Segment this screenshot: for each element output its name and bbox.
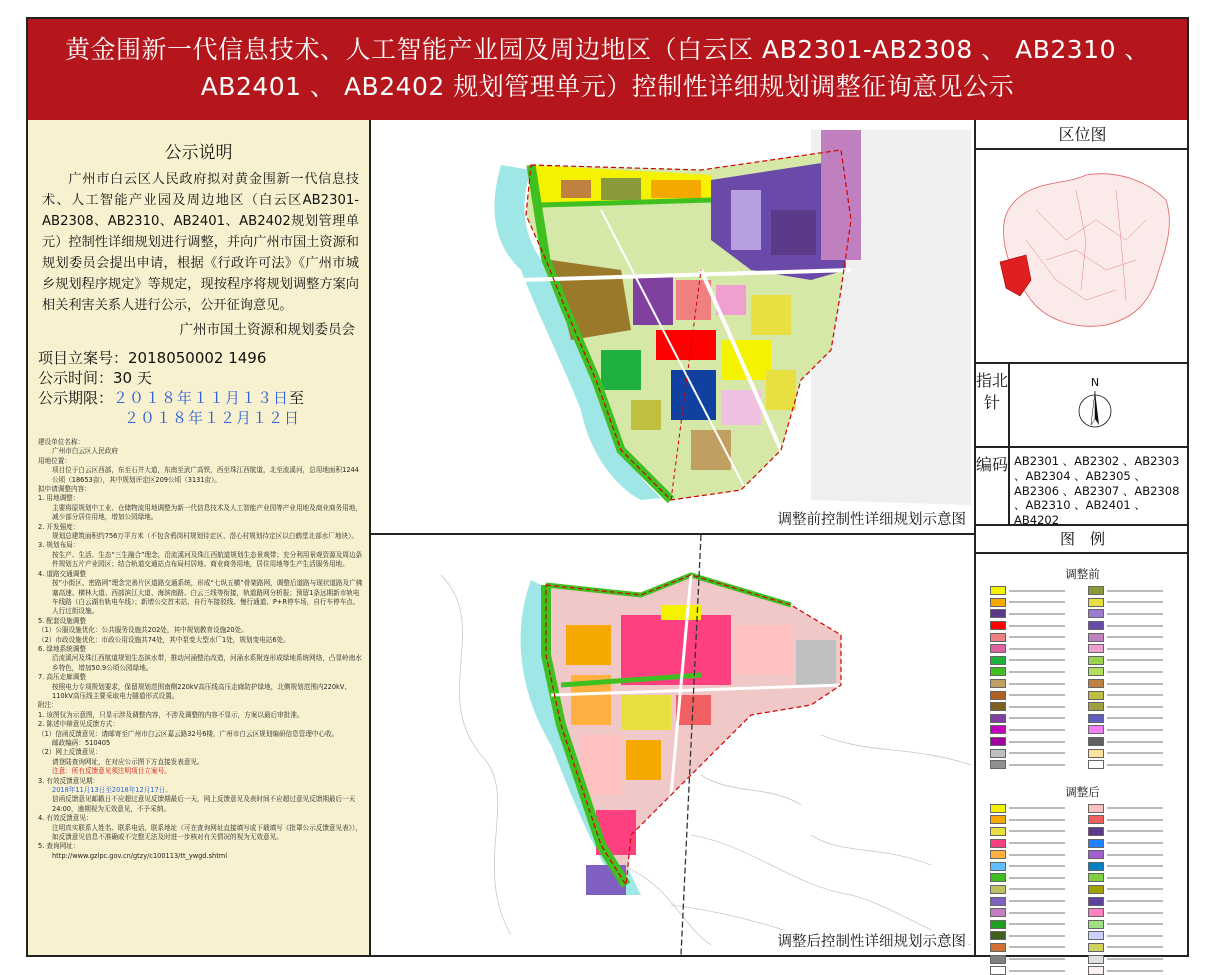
- legend-heading-box: [976, 526, 1189, 554]
- after-legend-item: [1088, 954, 1182, 964]
- before-legend-item: [1088, 586, 1182, 596]
- legend-text-placeholder: [1107, 729, 1163, 731]
- legend-text-placeholder: [1107, 842, 1163, 844]
- after-legend-item: [1088, 919, 1182, 929]
- legend-after-title: 调整后: [976, 784, 1189, 800]
- legend-text-placeholder: [1107, 888, 1163, 890]
- legend-swatch: [1088, 714, 1104, 723]
- legend-swatch: [990, 621, 1006, 630]
- before-legend-item: [1088, 632, 1182, 642]
- legend-text-placeholder: [1009, 706, 1065, 708]
- legend-text-placeholder: [1107, 912, 1163, 914]
- notice-body: 广州市白云区人民政府拟对黄金围新一代信息技术、人工智能产业园及周边地区（白云区AB2301-AB2308、AB2310、AB2401、AB2402规划管理单元）控制性详细规划进行调整，并向广州市国土资源和规划委员会提出申请，根据《行政许可法》《广州市城乡规划程序规定》等规定，现按程序将规划调整方案向相关利害关系人进行公示，公开征询意见。: [28, 163, 369, 316]
- map-after-graphic: [371, 535, 974, 955]
- legend-text-placeholder: [1009, 819, 1065, 821]
- detail-line: 规划总建筑面积约756万平方米（不包含鸦岗村规划待定区、滘心村规划待定区以白鹤堂北部水厂地块）。: [38, 532, 364, 541]
- legend-swatch: [1088, 885, 1104, 894]
- legend-swatch: [1088, 691, 1104, 700]
- legend-after-grid: [976, 800, 1189, 975]
- map-area: [371, 120, 974, 955]
- before-legend-item: [1088, 656, 1182, 666]
- detail-line: （1）公服设施优化：公共服务设施共202处，其中规划教育设施20处。: [38, 626, 364, 635]
- legend-swatch: [990, 760, 1006, 769]
- before-legend-item: [1088, 598, 1182, 608]
- title-line-1: 黄金围新一代信息技术、人工智能产业园及周边地区（白云区 AB2301-AB2308 、 AB2310 、: [28, 31, 1187, 68]
- before-legend-item: [990, 632, 1084, 642]
- detail-line: 2. 陈述申辩意见反馈方式：: [38, 720, 364, 729]
- legend-text-placeholder: [1107, 648, 1163, 650]
- legend-text-placeholder: [1107, 741, 1163, 743]
- legend-text-placeholder: [1009, 601, 1065, 603]
- legend-swatch: [990, 702, 1006, 711]
- detail-line: 注明真实联系人姓名、联系电话、联系地址（可在查询网址直接填写或下载填写《批罩公示反馈意见表》），如反馈意见信息不准确或不完整无法及时进一步核对有关情况的视为无效意见。: [38, 824, 364, 843]
- legend-swatch: [1088, 644, 1104, 653]
- legend-text-placeholder: [1107, 752, 1163, 754]
- after-legend-item: [990, 908, 1084, 918]
- legend-swatch: [990, 609, 1006, 618]
- notice-panel: [28, 120, 371, 955]
- legend-text-placeholder: [1009, 865, 1065, 867]
- detail-line: 信函反馈意见邮戳日不应超过意见反馈期最后一天，网上反馈意见及表时间不应超过意见反馈期最后一天24:00，逾期视为无效意见，不予采纳。: [38, 795, 364, 814]
- detail-line: 1. 该图仅为示意图，只显示涉及调整内容，不涉及调整的内容不显示，方案以最后审批准。: [38, 711, 364, 720]
- legend-text-placeholder: [1107, 590, 1163, 592]
- legend-swatch: [990, 598, 1006, 607]
- legend-text-placeholder: [1107, 946, 1163, 948]
- after-legend-item: [990, 804, 1084, 814]
- legend-text-placeholder: [1009, 912, 1065, 914]
- notice-heading: 公示说明: [28, 138, 369, 163]
- after-legend-item: [1088, 943, 1182, 953]
- before-legend-item: [990, 690, 1084, 700]
- legend-swatch: [1088, 920, 1104, 929]
- detail-line: 7. 高压走廊调整: [38, 673, 364, 682]
- after-legend-item: [1088, 966, 1182, 975]
- location-map-graphic: [976, 150, 1187, 362]
- legend-swatch: [990, 804, 1006, 813]
- legend-swatch: [990, 679, 1006, 688]
- before-legend-item: [990, 656, 1084, 666]
- after-legend-item: [990, 850, 1084, 860]
- north-label: N: [1078, 376, 1112, 389]
- period-from: ２０１８年１１月１３日: [113, 389, 289, 407]
- legend-text-placeholder: [1107, 935, 1163, 937]
- legend-swatch: [990, 850, 1006, 859]
- legend-text-placeholder: [1009, 729, 1065, 731]
- before-legend-item: [1088, 621, 1182, 631]
- detail-line: 拟申请调整内容：: [38, 485, 364, 494]
- detail-line: 3. 有效反馈意见期：: [38, 777, 364, 786]
- info-panel: [974, 120, 1189, 955]
- detail-line: 广州市白云区人民政府: [38, 447, 364, 456]
- before-legend-item: [990, 714, 1084, 724]
- after-legend-item: [1088, 838, 1182, 848]
- legend-text-placeholder: [1107, 865, 1163, 867]
- legend-text-placeholder: [1009, 958, 1065, 960]
- unit-codes: AB2301 、AB2302 、AB2303 、AB2304 、AB2305 、AB2306 、AB2307 、AB2308 、AB2310 、AB2401 、AB4202: [1014, 454, 1186, 528]
- legend-text-placeholder: [1107, 659, 1163, 661]
- legend-text-placeholder: [1009, 659, 1065, 661]
- detail-line: 沿流溪河及珠江西航道规划生态滨水带，推动河涌整治改造，河涌水系附连形成绿地系统网络，凸显岭南水乡特色，增加50.9公顷公园绿地。: [38, 654, 364, 673]
- detail-line: 4. 有效反馈意见：: [38, 814, 364, 823]
- legend-before-grid: [976, 582, 1189, 770]
- legend-text-placeholder: [1107, 877, 1163, 879]
- legend-text-placeholder: [1107, 923, 1163, 925]
- before-legend-item: [990, 586, 1084, 596]
- legend-swatch: [990, 714, 1006, 723]
- legend-text-placeholder: [1107, 819, 1163, 821]
- before-legend-item: [990, 748, 1084, 758]
- north-arrow-icon: [1078, 376, 1112, 436]
- legend-swatch: [1088, 609, 1104, 618]
- detail-line: 1. 用地调整：: [38, 494, 364, 503]
- before-legend-item: [990, 679, 1084, 689]
- legend-text-placeholder: [1107, 601, 1163, 603]
- legend-swatch: [1088, 586, 1104, 595]
- detail-line: 邮政编码：510405: [38, 739, 364, 748]
- legend-text-placeholder: [1009, 830, 1065, 832]
- legend-swatch: [1088, 827, 1104, 836]
- legend-swatch: [1088, 702, 1104, 711]
- legend-swatch: [990, 644, 1006, 653]
- before-legend-item: [1088, 667, 1182, 677]
- legend-swatch: [990, 691, 1006, 700]
- period-label: 公示期限：: [38, 389, 113, 407]
- legend-swatch: [990, 815, 1006, 824]
- detail-line: 用地位置：: [38, 457, 364, 466]
- code-label: 编码: [976, 448, 1010, 524]
- legend-swatch: [1088, 749, 1104, 758]
- time-value: 30 天: [113, 369, 152, 387]
- location-heading: 区位图: [976, 120, 1189, 150]
- after-legend-item: [990, 838, 1084, 848]
- legend-text-placeholder: [1107, 830, 1163, 832]
- legend-text-placeholder: [1009, 625, 1065, 627]
- legend-text-placeholder: [1009, 764, 1065, 766]
- legend-swatch: [990, 656, 1006, 665]
- before-legend-item: [1088, 725, 1182, 735]
- detail-line: 5. 配套设施调整: [38, 617, 364, 626]
- detail-line: 附注：: [38, 701, 364, 710]
- legend-text-placeholder: [1009, 877, 1065, 879]
- before-legend-item: [1088, 679, 1182, 689]
- legend-swatch: [990, 873, 1006, 882]
- legend-text-placeholder: [1107, 694, 1163, 696]
- legend-text-placeholder: [1009, 717, 1065, 719]
- legend-text-placeholder: [1009, 935, 1065, 937]
- legend-swatch: [1088, 931, 1104, 940]
- map-before: [371, 120, 974, 535]
- before-legend-item: [990, 621, 1084, 631]
- legend-swatch: [1088, 839, 1104, 848]
- after-legend-item: [990, 943, 1084, 953]
- adjustment-details: [38, 438, 364, 861]
- legend-text-placeholder: [1107, 807, 1163, 809]
- legend-swatch: [1088, 760, 1104, 769]
- legend-swatch: [990, 931, 1006, 940]
- legend-swatch: [990, 725, 1006, 734]
- detail-line: 2018年11月13日至2018年12月17日。: [38, 786, 364, 795]
- legend-text-placeholder: [1107, 958, 1163, 960]
- before-legend-item: [990, 609, 1084, 619]
- legend-text-placeholder: [1107, 900, 1163, 902]
- detail-line: 项目位于白云区西部，东至石井大道，东南至武广高铁，西至珠江西航道，北至流溪河，总用地面积1244公顷（18653亩），其中规划评定区209公顷（3131亩）。: [38, 466, 364, 485]
- legend-text-placeholder: [1009, 900, 1065, 902]
- legend-swatch: [1088, 633, 1104, 642]
- map-before-caption: 调整前控制性详细规划示意图: [776, 508, 969, 529]
- legend-swatch: [1088, 656, 1104, 665]
- legend-swatch: [990, 827, 1006, 836]
- location-map: [976, 150, 1189, 364]
- legend-swatch: [1088, 862, 1104, 871]
- detail-line: （1）信函反馈意见：请邮寄至广州市白云区嘉云路32号6楼，广州市白云区规划编研信息管理中心收。: [38, 730, 364, 739]
- legend-swatch: [990, 920, 1006, 929]
- legend-swatch: [1088, 955, 1104, 964]
- after-legend-item: [1088, 850, 1182, 860]
- legend-swatch: [990, 839, 1006, 848]
- after-legend-item: [1088, 885, 1182, 895]
- after-legend-item: [990, 931, 1084, 941]
- legend-text-placeholder: [1009, 741, 1065, 743]
- before-legend-item: [1088, 702, 1182, 712]
- legend-text-placeholder: [1009, 946, 1065, 948]
- map-after: [371, 535, 974, 955]
- after-legend-item: [990, 861, 1084, 871]
- before-legend-item: [1088, 714, 1182, 724]
- period-to-word: 至: [289, 389, 304, 407]
- notice-meta: [28, 348, 369, 428]
- legend-swatch: [990, 943, 1006, 952]
- legend-text-placeholder: [1107, 671, 1163, 673]
- compass-label: 指北针: [976, 364, 1010, 446]
- legend: [976, 566, 1189, 966]
- before-legend-item: [1088, 748, 1182, 758]
- before-legend-item: [1088, 644, 1182, 654]
- after-legend-item: [990, 815, 1084, 825]
- after-legend-item: [990, 966, 1084, 975]
- before-legend-item: [990, 725, 1084, 735]
- before-legend-item: [1088, 760, 1182, 770]
- legend-swatch: [1088, 621, 1104, 630]
- legend-swatch: [1088, 873, 1104, 882]
- legend-swatch: [1088, 850, 1104, 859]
- legend-text-placeholder: [1009, 854, 1065, 856]
- legend-swatch: [1088, 804, 1104, 813]
- legend-text-placeholder: [1009, 923, 1065, 925]
- legend-swatch: [990, 737, 1006, 746]
- code-box: [976, 448, 1189, 526]
- legend-text-placeholder: [1009, 683, 1065, 685]
- title-line-2: AB2401 、 AB2402 规划管理单元）控制性详细规划调整征询意见公示: [28, 68, 1187, 105]
- after-legend-item: [1088, 908, 1182, 918]
- detail-line: 5. 查询网址：: [38, 842, 364, 851]
- legend-text-placeholder: [1107, 613, 1163, 615]
- after-legend-item: [990, 885, 1084, 895]
- period-to: ２０１８年１２月１２日: [124, 409, 300, 427]
- before-legend-item: [1088, 609, 1182, 619]
- detail-line: 按“小街区、密路网”理念完善片区道路交通系统，形成“七纵五横”骨架路网，调整后道路与现状道路及广佛塞高速、横林大道、西部滨江大道、海滨南路、白云三线等衔接，轨道路网分析报；预留1条远期新市轨电车线路（白云湖有轨电车线）；新增公交首末站、自行车接驳线、慢行通道、P+R停车场，自行车停车点、人行过街设施。: [38, 579, 364, 617]
- legend-swatch: [990, 885, 1006, 894]
- legend-text-placeholder: [1009, 694, 1065, 696]
- after-legend-item: [1088, 873, 1182, 883]
- detail-line: 主要将原规划中工业、仓储物流用地调整为新一代信息技术及人工智能产业园等产业用地及商业商务用地，减少部分居住用地，增加公园绿地。: [38, 504, 364, 523]
- legend-swatch: [990, 667, 1006, 676]
- before-legend-item: [990, 644, 1084, 654]
- legend-swatch: [990, 955, 1006, 964]
- legend-before-title: 调整前: [976, 566, 1189, 582]
- before-legend-item: [990, 760, 1084, 770]
- legend-text-placeholder: [1009, 752, 1065, 754]
- legend-text-placeholder: [1107, 683, 1163, 685]
- legend-text-placeholder: [1107, 764, 1163, 766]
- detail-line: http://www.gzlpc.gov.cn/gtzy/c100113/tt_ywgd.shtml: [38, 852, 364, 861]
- legend-text-placeholder: [1009, 842, 1065, 844]
- detail-line: 按生产、生活、生态“三生融合”理念，沿流溪河及珠江西航道规划生态景观带；充分利用景观资源及周边条件规划五片产业园区；结合轨道交通站点布局村居地、商业商务用地，居住用地等生产生活服务用地。: [38, 551, 364, 570]
- legend-swatch: [990, 749, 1006, 758]
- after-legend-item: [1088, 931, 1182, 941]
- legend-text-placeholder: [1107, 625, 1163, 627]
- before-legend-item: [990, 598, 1084, 608]
- legend-swatch: [1088, 908, 1104, 917]
- legend-swatch: [990, 862, 1006, 871]
- legend-text-placeholder: [1009, 636, 1065, 638]
- after-legend-item: [1088, 815, 1182, 825]
- legend-swatch: [1088, 679, 1104, 688]
- legend-swatch: [1088, 667, 1104, 676]
- after-legend-item: [990, 896, 1084, 906]
- legend-swatch: [1088, 598, 1104, 607]
- legend-swatch: [990, 908, 1006, 917]
- after-legend-item: [1088, 804, 1182, 814]
- legend-text-placeholder: [1009, 888, 1065, 890]
- after-legend-item: [1088, 861, 1182, 871]
- after-legend-item: [990, 827, 1084, 837]
- after-legend-item: [990, 919, 1084, 929]
- legend-text-placeholder: [1009, 807, 1065, 809]
- detail-line: （2）市政设施优化：市政公用设施共74处，其中泵变大型水厂1处，规划变电站6处。: [38, 636, 364, 645]
- before-legend-item: [1088, 690, 1182, 700]
- legend-text-placeholder: [1009, 613, 1065, 615]
- detail-line: 注意：所有反馈意见须注明项目立案号。: [38, 767, 364, 776]
- detail-line: 4. 道路交通调整: [38, 570, 364, 579]
- detail-line: 按照电力专项规划要求，保留规划范围南侧220kV高压线高压走廊防护绿地，北侧规划范围内220kV、110kV高压线主要采取电力隧道形式设置。: [38, 683, 364, 702]
- legend-swatch: [1088, 897, 1104, 906]
- legend-text-placeholder: [1107, 717, 1163, 719]
- compass-box: [976, 364, 1189, 448]
- detail-line: 建设单位名称：: [38, 438, 364, 447]
- detail-line: 6. 绿地系统调整: [38, 645, 364, 654]
- legend-text-placeholder: [1009, 590, 1065, 592]
- legend-swatch: [990, 897, 1006, 906]
- case-label: 项目立案号：: [38, 349, 128, 367]
- poster-frame: [26, 17, 1189, 957]
- legend-text-placeholder: [1107, 854, 1163, 856]
- legend-swatch: [990, 586, 1006, 595]
- before-legend-item: [1088, 737, 1182, 747]
- poster-title: [28, 19, 1187, 120]
- legend-text-placeholder: [1009, 648, 1065, 650]
- notice-org: 广州市国土资源和规划委员会: [28, 318, 369, 338]
- detail-line: 请登陆查询网址，在对应公示图下方直接发表意见。: [38, 758, 364, 767]
- before-legend-item: [990, 667, 1084, 677]
- case-number: 2018050002 1496: [128, 349, 266, 367]
- map-after-caption: 调整后控制性详细规划示意图: [776, 930, 969, 951]
- detail-line: 2. 开发强度：: [38, 523, 364, 532]
- after-legend-item: [990, 954, 1084, 964]
- legend-swatch: [1088, 737, 1104, 746]
- map-before-graphic: [371, 120, 974, 533]
- after-legend-item: [1088, 896, 1182, 906]
- before-legend-item: [990, 702, 1084, 712]
- after-legend-item: [1088, 827, 1182, 837]
- time-label: 公示时间：: [38, 369, 113, 387]
- after-legend-item: [990, 873, 1084, 883]
- legend-heading: 图 例: [976, 526, 1189, 552]
- before-legend-item: [990, 737, 1084, 747]
- legend-text-placeholder: [1107, 706, 1163, 708]
- detail-line: （2）网上反馈意见：: [38, 748, 364, 757]
- legend-swatch: [990, 633, 1006, 642]
- legend-text-placeholder: [1009, 671, 1065, 673]
- legend-swatch: [1088, 943, 1104, 952]
- legend-text-placeholder: [1107, 636, 1163, 638]
- legend-swatch: [1088, 725, 1104, 734]
- detail-line: 3. 规划布局：: [38, 541, 364, 550]
- legend-swatch: [1088, 815, 1104, 824]
